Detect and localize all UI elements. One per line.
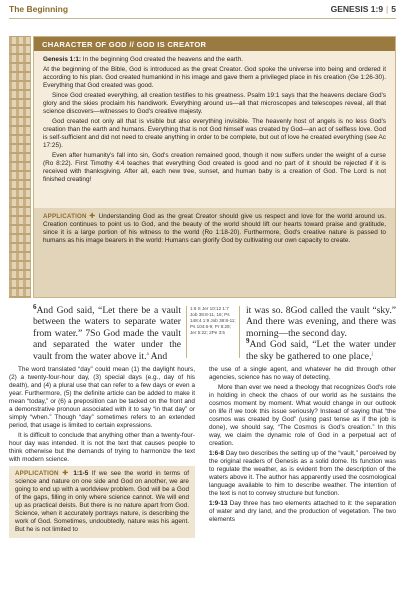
character-of-god-box [33,36,396,298]
scripture-right-column [246,305,396,362]
scripture-right-text-2: And God said, “Let the water under the sky be gathered to one place, [246,339,396,362]
header-divider: | [386,4,389,14]
scripture-right-text: it was so. 8God called the vault “sky.” And there was evening, and there was morning—the second day. [246,305,396,339]
box-paragraph-1: At the beginning of the Bible, God is introduced as the great Creator. God spoke the universe into being and ordered it according to his plan. God created humankind in his image and gave them a privileged place in his creation (Ge 1:26-30). Everything that God created was good. [43,66,386,89]
page-number: 5 [391,4,396,14]
chapter-verse: GENESIS 1:9 [330,4,384,14]
box-paragraph-3: God created not only all that is visible but also everything invisible. The heavenly host of angels is no less God's creation than the earth and humans. Everything that is not God himself was created by God—an act of selfless love. God is self-sufficient and did not need to create anything in order to be complete, but out of love he created everything (see Ac 17:25). [43,118,386,149]
verse-ref: 1:6-8 [209,450,224,457]
application-box [34,208,395,297]
scripture-text [33,302,396,362]
footnote-marker: a [146,351,149,357]
verse-number-6: 6 [33,302,37,311]
application-text: Understanding God as the great Creator should give us respect and love for the world around us. Creation continues to point us to God, and the beauty of the world should lift our hearts toward praise and gratitude, since it is a large portion of his witness to the world (Ro 1:18-20). Furthermore, God's creative nature is passed to humans as his image bearers in the world: Humans can glorify God by cultivating our own capacity to create. [43,213,387,244]
cross-references: 1:6 S Jer 10:12 1:7 Job 38:8-11, 16; Ps 148:4 1:9 Job 38:8-11; Ps 104:6-9; Pr 8:29; Jer 5:22; 2Pe 3:5 [186,306,240,358]
commentary-text: Day three has two elements attached to it: the separation of water and dry land, and the production of vegetation. The two elements [209,500,397,523]
commentary-paragraph [209,500,396,524]
box-title: CHARACTER OF GOD // GOD IS CREATOR [34,37,395,51]
application-label: APPLICATION [43,213,87,220]
application-note [9,466,195,538]
running-header [9,2,396,16]
application-label: APPLICATION [15,470,59,477]
scripture-left-column [33,302,181,362]
commentary-right-column [209,366,396,526]
box-paragraph-4: Even after humanity's fall into sin, God's creation remained good, though it now suffers under the weight of a curse (Ro 8:22). First Timothy 4:4 teaches that everything God created is good and no part of it should be rejected if it is received with thanksgiving. After all, each new tree, sunset, and human baby is a creation of God. The Lord is not finished creating! [43,152,386,183]
header-rule [9,18,396,19]
commentary-paragraph [209,450,396,498]
application-ref: 1:1-5 [73,470,89,477]
cross-icon: ✚ [62,470,70,477]
box-verse-text: In the beginning God created the heavens and the earth. [82,56,244,63]
box-verse-ref: Genesis 1:1: [43,56,82,63]
commentary [9,366,396,596]
commentary-left-column [9,366,195,538]
scripture-left-text: And God said, “Let there be a vault between the waters to separate water from water.” 7So God made the vault and separated the water under the vault from the water above it. [33,305,181,362]
box-body [34,51,395,184]
verse-ref: 1:9-13 [209,500,228,507]
application-text: If we see the world in terms of science and nature on one side and God on another, we are going to end up with a worldview problem. God will be a God of the gaps, filling in only where science cannot. We will end up as practical deists. But there is no nature apart from God. Science, when it accurately portrays nature, is describing the work of God. Sometimes, undoubtedly, nature was his agent. But he is not limited to [15,470,189,533]
commentary-paragraph: More than ever we need a theology that recognizes God's role in holding in check the chaos of our world as he sustains the cosmos moment by moment. What would change in our outlook on life if we took this issue seriously? Instead of saying that “the cosmos was created by God” (using past tense as if the job is done), we should say, “The Cosmos is God's creation.” In this way, we claim the dynamic role of God in a perpetual act of creation. [209,384,396,447]
verse-number-9: 9 [246,337,250,346]
cross-icon: ✚ [89,213,96,220]
box-paragraph-2: Since God created everything, all creation testifies to his greatness. Psalm 19:1 says that the heavens declare God's glory and the skies proclaim his handiwork. Everything around us—all that microscopes and telescopes reveal, all that science discovers—witnesses to God's creative majesty. [43,92,386,115]
commentary-text: Day two describes the setting up of the “vault,” perceived by the original readers of Genesis as a solid dome. Its function was to regulate the weather, as is evident from the description of the waters above it. The author has apparently used the cosmological language available to him to describe weather. The intention of the text is not to convey structure but function. [209,450,396,497]
footnote-marker-j: j [371,351,373,357]
decorative-border [9,36,31,298]
commentary-paragraph: It is difficult to conclude that anything other than a twenty-four-hour day was intended. It is not the text that causes people to think otherwise but the demands of trying to harmonize the text with modern science. [9,432,195,463]
box-verse [43,56,386,64]
page-reference [331,4,396,14]
section-title: The Beginning [9,4,69,14]
scripture-left-tail: And [148,350,168,362]
commentary-paragraph: The word translated “day” could mean (1) the daylight hours, (2) a twenty-four-hour day, (3) special days (e.g., day of his death), and (4) a plural use that can refer to a few days or even a year. Furthermore, (5) the definite article can be added to make it mean “today,” or (6) a preposition can be tacked on the front and a demonstrative pronoun associated with it to say “in that day” or simply “when.” Though “day” sometimes refers to an extended period, that usage is limited to certain expressions. [9,366,195,429]
commentary-paragraph: the use of a single agent, and whatever he did through other agencies, science has no way of detecting. [209,366,396,381]
